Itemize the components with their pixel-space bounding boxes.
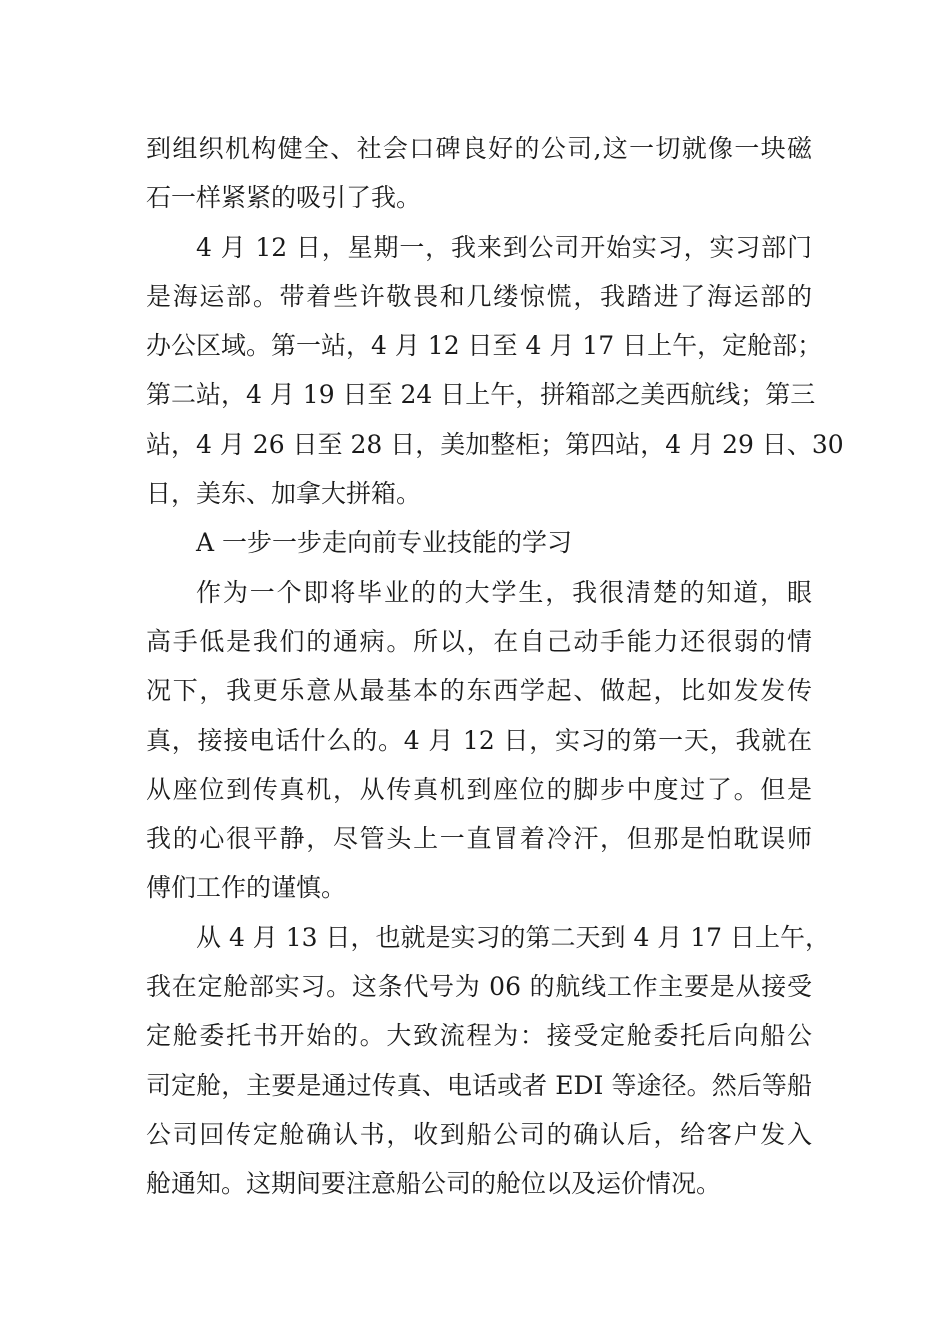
text-line: 傅们工作的谨慎。 [146, 873, 347, 903]
text-line: 从座位到传真机，从传真机到座位的脚步中度过了。但是 [146, 774, 812, 804]
text-line: 况下，我更乐意从最基本的东西学起、做起，比如发发传 [146, 676, 812, 706]
text-line: 定舱委托书开始的。大致流程为：接受定舱委托后向船公 [146, 1021, 812, 1051]
text-line: 真，接接电话什么的。4 月 12 日，实习的第一天，我就在 [146, 725, 812, 755]
text-line: 4 月 12 日，星期一，我来到公司开始实习，实习部门 [196, 232, 812, 262]
text-line: 石一样紧紧的吸引了我。 [146, 183, 422, 213]
text-line: 到组织机构健全、社会口碑良好的公司,这一切就像一块磁 [146, 134, 812, 163]
text-line: 办公区域。第一站，4 月 12 日至 4 月 17 日上午，定舱部； [146, 331, 823, 361]
text-line: 司定舱，主要是通过传真、电话或者 EDI 等途径。然后等船 [146, 1070, 812, 1100]
body-text [146, 124, 844, 1209]
text-line: 我在定舱部实习。这条代号为 06 的航线工作主要是从接受 [146, 972, 812, 1002]
text-line: 作为一个即将毕业的的大学生，我很清楚的知道，眼 [196, 577, 812, 607]
text-line: 日，美东、加拿大拼箱。 [146, 479, 422, 509]
section-heading: A 一步一步走向前专业技能的学习 [196, 528, 573, 558]
text-line: 我的心很平静，尽管头上一直冒着冷汗，但那是怕耽误师 [146, 824, 812, 854]
text-line: 是海运部。带着些许敬畏和几缕惊慌，我踏进了海运部的 [146, 281, 812, 311]
text-line: 舱通知。这期间要注意船公司的舱位以及运价情况。 [146, 1169, 722, 1199]
text-line: 站，4 月 26 日至 28 日，美加整柜；第四站，4 月 29 日、30 [146, 429, 844, 459]
text-line: 公司回传定舱确认书，收到船公司的确认后，给客户发入 [146, 1119, 812, 1149]
text-line: 高手低是我们的通病。所以，在自己动手能力还很弱的情 [146, 626, 812, 656]
text-line: 第二站，4 月 19 日至 24 日上午，拼箱部之美西航线；第三 [146, 380, 816, 410]
text-line: 从 4 月 13 日，也就是实习的第二天到 4 月 17 日上午， [196, 922, 831, 952]
